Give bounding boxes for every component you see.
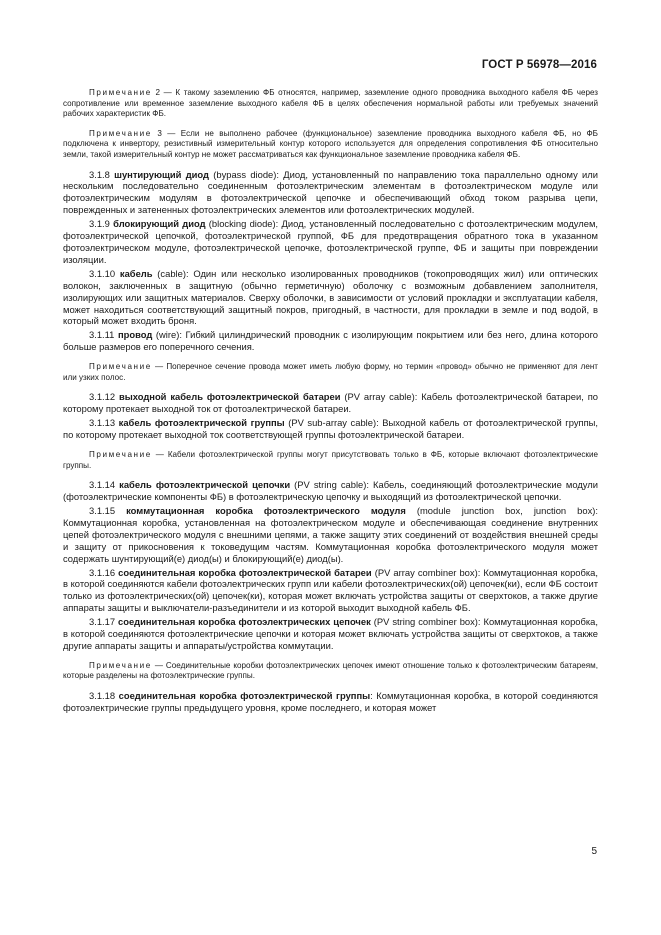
definition-3-1-18 [63,690,598,714]
note-3 [63,129,598,161]
note-number: 2 [155,88,161,97]
definition-text: (PV array combiner box): Коммутационная коробка, в которой соединяются кабели фотоэлектрических групп или кабели фотоэлектрических(ой) цепочек(ки), если ФБ состоит только из фотоэлектрических(ой) цепочек(ки), которая может включать устройства защиты от сверхтоков, а также другие аппараты защиты и выключатели-разъединители и из которой выходит выходной кабель ФБ. [63,566,598,614]
clause-number: 3.1.17 [89,616,116,628]
definition-text: (PV sub-array cable): Выходной кабель от фотоэлектрической группы, по которому протекает выходной ток соответствующей группы фотоэлектрической батареи. [63,417,598,441]
definition-text: (PV array cable): Кабель фотоэлектрической батареи, по которому протекает выходной ток от фотоэлектрической батареи. [63,391,599,415]
definition-3-1-17 [63,616,598,652]
clause-number: 3.1.9 [89,218,110,230]
term: соединительная коробка фотоэлектрической батареи [118,566,372,578]
page-number: 5 [591,846,597,857]
note-wire [63,362,598,383]
note-label: Примечание [89,449,152,459]
definition-3-1-14 [63,479,598,503]
note-text: — Если не выполнено рабочее (функциональное) заземление проводника выходного кабеля ФБ, но ФБ подключена к инвертору, резистивный измерительный контур которого используется для определения сопротивления ФБ относительно земли, такой измерительный контур не может рассматриваться как функциональное заземление проводника кабеля ФБ. [63,128,598,159]
definition-3-1-12 [63,391,598,415]
definition-text: (cable): Один или несколько изолированных проводников (токопроводящих жил) или оптических волокон, заключенных в защитную (обычно герметичную) оболочку с возможным добавлением заполнителя, изолирующих или защитных материалов. Сверху оболочки, в зависимости от условий прокладки и эксплуатации кабеля, может находиться соответствующий защитный покров, пригодный, в частности, для прокладки в земле и под водой, в который может входить броня. [63,267,598,327]
definition-3-1-8 [63,169,598,217]
term: коммутационная коробка фотоэлектрического модуля [126,504,406,516]
note-text: — Кабели фотоэлектрической группы могут присутствовать только в ФБ, которые включают фотоэлектрические группы. [63,449,598,470]
note-2 [63,88,598,120]
note-label: Примечание [89,660,152,670]
document-code: ГОСТ Р 56978—2016 [481,59,597,71]
note-text: — Поперечное сечение провода может иметь любую форму, но термин «провод» обычно не применяют для лент или узких полос. [63,362,598,382]
clause-number: 3.1.11 [89,329,115,341]
definition-text: (blocking diode): Диод, установленный последовательно с фотоэлектрическим модулем, фотоэлектрической цепочкой, фотоэлектрической группой, ФБ для предотвращения обратного тока в указанном фотоэлектрическом модуле, фотоэлектрической цепочке, фотоэлектрической группе, ФБ и защиты при повреждении изоляции. [63,218,599,265]
definition-3-1-15 [63,505,598,565]
definition-text: : Коммутационная коробка, в которой соединяются фотоэлектрические группы предыдущего уровня, кроме последнего, и которая может [63,690,599,713]
note-text: — Соединительные коробки фотоэлектрических цепочек имеют отношение только к фотоэлектрическим батареям, которые разделены на фотоэлектрические группы. [63,660,598,681]
term: кабель [119,267,153,279]
clause-number: 3.1.13 [89,417,116,429]
note-label: Примечание [89,88,152,97]
note-text: — К такому заземлению ФБ относятся, например, заземление одного проводника выходного кабеля ФБ через сопротивление или временное заземление выходного кабеля ФБ в целях обеспечения нормальной работы или требуемых значений рабочих характеристик ФБ. [63,88,598,119]
note-combiner [63,661,598,682]
clause-number: 3.1.15 [89,504,116,516]
term: провод [117,329,153,341]
definition-3-1-10 [63,268,598,328]
clause-number: 3.1.18 [89,690,116,702]
clause-number: 3.1.12 [89,391,116,403]
clause-number: 3.1.14 [89,479,116,491]
note-label: Примечание [89,128,152,138]
page-content [63,88,598,714]
term: кабель фотоэлектрической группы [118,417,285,429]
note-number: 3 [157,128,162,138]
term: соединительная коробка фотоэлектрической группы [118,690,371,702]
term: соединительная коробка фотоэлектрических цепочек [118,616,371,628]
definition-text: (wire): Гибкий цилиндрический проводник с изолирующим покрытием или без него, длина которого больше размеров его поперечного сечения. [63,329,598,353]
term: кабель фотоэлектрической цепочки [119,479,291,491]
note-subarray [63,450,598,471]
definition-3-1-11 [63,329,598,353]
term: выходной кабель фотоэлектрической батареи [118,391,341,403]
clause-number: 3.1.8 [89,168,110,180]
definition-3-1-16 [63,567,598,615]
term: блокирующий диод [113,218,206,230]
clause-number: 3.1.16 [89,566,116,578]
definition-text: (module junction box, junction box): Коммутационная коробка, установленная на фотоэлектрическом модуле и обеспечивающая соединение внутренних цепей фотоэлектрического модуля с внешними цепями, а также защиту этих соединений от воздействия внешней среды и защиту от прикосновения к токоведущим частям. Коммутационная коробка фотоэлектрического модуля может содержать шунтирующий(е) диод(ы) и блокирующий(е) диод(ы). [63,504,598,564]
definition-text: (PV string cable): Кабель, соединяющий фотоэлектрические модули (фотоэлектрические компоненты ФБ) в фотоэлектрическую цепочку и выходящий из фотоэлектрической цепочки. [63,479,598,503]
definition-3-1-13 [63,417,598,441]
definition-text: (PV string combiner box): Коммутационная коробка, в которой соединяются фотоэлектрические цепочки и которая может включать устройства защиты от сверхтоков, а также другие аппараты защиты и аппараты/устройства коммутации. [63,616,599,651]
term: шунтирующий диод [114,168,209,180]
definition-text: (bypass diode): Диод, установленный по направлению тока параллельно одному или нескольким последовательно соединенным фотоэлектрическим элементам в фотоэлектрическом модуле или фотоэлектрическим модулям в фотоэлектрической цепочке и обеспечивающий обход током разрыва цепи, поврежденных и затененных фотоэлектрических элементов или фотоэлектрических модулей. [63,168,598,216]
definition-3-1-9 [63,218,598,266]
note-label: Примечание [89,362,152,372]
clause-number: 3.1.10 [89,267,116,279]
